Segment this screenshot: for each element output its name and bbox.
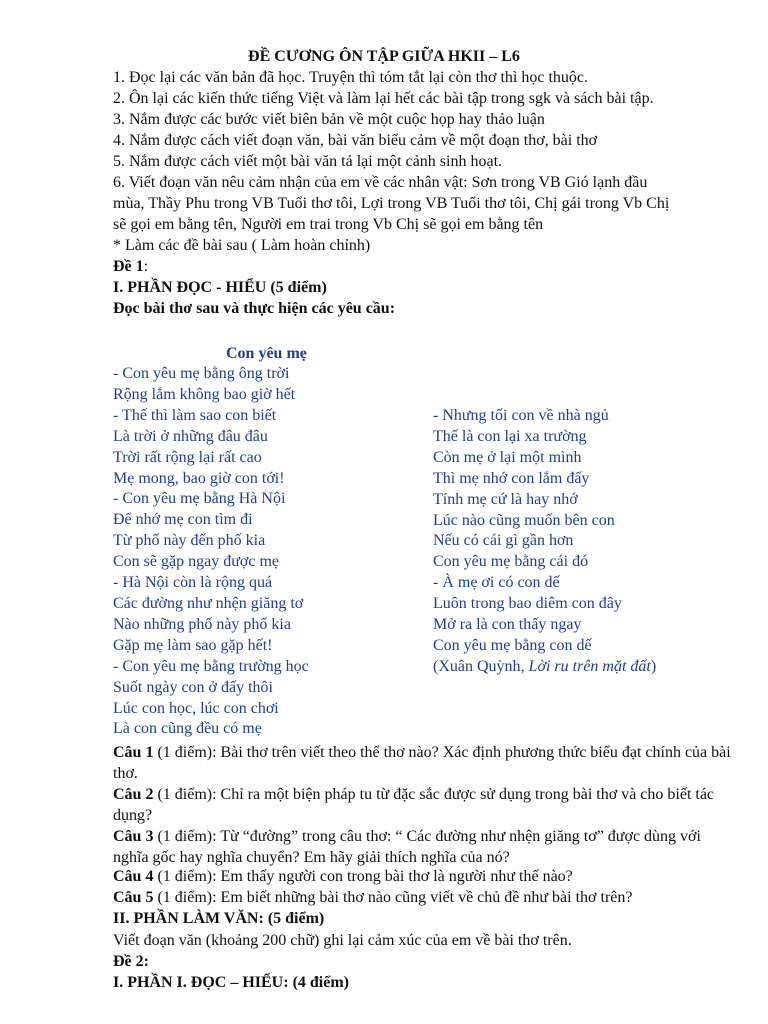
poem-right-column: [433, 406, 656, 678]
poem-line: - À mẹ ơi có con dế: [433, 574, 560, 592]
poem-line: - Hà Nội còn là rộng quá: [113, 574, 273, 592]
exam-1-label: [113, 256, 148, 277]
question-label: Câu 3: [113, 828, 154, 845]
poem-line: - Con yêu mẹ bằng Hà Nội: [113, 490, 286, 508]
outline-item-5: 5. Nắm được cách viết một bài văn tả lại một cảnh sinh hoạt.: [113, 153, 503, 170]
poem-line: Tính mẹ cứ là hay nhớ: [433, 490, 578, 508]
poem-line: - Con yêu mẹ bằng ông trời: [113, 365, 290, 382]
outline-item-1: 1. Đọc lại các văn bản đã học. Truyện thì tóm tắt lại còn thơ thì học thuộc.: [113, 69, 589, 86]
exam-1-part-2-heading: II. PHẦN LÀM VĂN: (5 điểm): [113, 910, 325, 927]
poem-line: Mở ra là con thấy ngay: [433, 616, 582, 634]
question-5: [113, 887, 738, 908]
outline-item-4: 4. Nắm được cách viết đoạn văn, bài văn biểu cảm về một đoạn thơ, bài thơ: [113, 132, 598, 149]
poem-title: Con yêu mẹ: [226, 345, 307, 362]
question-text: (1 điểm): Em biết những bài thơ nào cũng viết về chủ đề như bài thơ trên?: [153, 889, 633, 906]
question-text: (1 điểm): Từ “đường” trong câu thơ: “ Các đường như nhện giăng tơ” được dùng với nghĩa gốc hay nghĩa chuyển? Em hãy giải thích nghĩa của nó?: [113, 828, 701, 866]
poem-line: - Thế thì làm sao con biết: [113, 406, 277, 424]
poem-line: Từ phố này đến phố kia: [113, 532, 266, 550]
question-text: (1 điểm): Bài thơ trên viết theo thể thơ nào? Xác định phương thức biểu đạt chính của bài thơ.: [113, 744, 731, 782]
poem-line: Là con cũng đều có mẹ: [113, 720, 262, 738]
exam-1-instruction: Đọc bài thơ sau và thực hiện các yêu cầu:: [113, 300, 396, 317]
exam-2-label: Đề 2:: [113, 953, 149, 970]
poem-line: Còn mẹ ở lại một mình: [433, 448, 582, 466]
poem-line: Thì mẹ nhớ con lắm đấy: [433, 469, 590, 487]
question-label: Câu 4: [113, 868, 154, 885]
poem-line: Để nhớ mẹ con tìm đi: [113, 511, 253, 529]
poem-line: Con yêu mẹ bằng cái đó: [433, 553, 589, 571]
poem-line: Rộng lắm không bao giờ hết: [113, 385, 296, 403]
poem-line: Nếu có cái gì gần hơn: [433, 532, 574, 550]
outline-item-6-line-1: 6. Viết đoạn văn nêu cảm nhận của em về các nhân vật: Sơn trong VB Gió lạnh đầu: [113, 174, 648, 191]
exam-1-part-1-heading: I. PHẦN ĐỌC - HIỂU (5 điểm): [113, 279, 327, 296]
poem-line: Suốt ngày con ở đấy thôi: [113, 678, 273, 696]
question-label: Câu 5: [113, 889, 154, 906]
question-text: (1 điểm): Em thấy người con trong bài thơ là người như thế nào?: [153, 868, 573, 885]
exam-1-label-colon: :: [143, 258, 149, 275]
poem-line: Con sẽ gặp ngay được mẹ: [113, 553, 279, 571]
poem-line: Lúc nào cũng muốn bên con: [433, 511, 615, 529]
question-3: [113, 826, 738, 868]
poem-line: - Con yêu mẹ bằng trường học: [113, 657, 309, 675]
poem-line: Nào những phố này phố kia: [113, 615, 291, 633]
exam-2-part-1-heading: I. PHẦN I. ĐỌC – HIỂU: (4 điểm): [113, 974, 349, 991]
outline-item-6-line-2: mùa, Thầy Phu trong VB Tuổi thơ tôi, Lợi trong VB Tuổi thơ tôi, Chị gái trong Vb Chị: [113, 195, 670, 212]
poem-line: Trời rất rộng lại rất cao: [113, 448, 262, 466]
question-1: [113, 742, 738, 784]
exam-1-part-2-task: Viết đoạn văn (khoảng 200 chữ) ghi lại cảm xúc của em về bài thơ trên.: [113, 932, 572, 949]
poem-line: Con yêu mẹ bằng con dế: [433, 636, 592, 654]
outline-item-2: 2. Ôn lại các kiến thức tiếng Việt và làm lại hết các bài tập trong sgk và sách bài tập.: [113, 90, 654, 107]
document-title: ĐỀ CƯƠNG ÔN TẬP GIỮA HKII – L6: [248, 48, 520, 65]
poem-line: Các đường như nhện giăng tơ: [113, 594, 304, 612]
poem-line: Mẹ mong, bao giờ con tới!: [113, 469, 285, 487]
outline-note: * Làm các đề bài sau ( Làm hoàn chỉnh): [113, 237, 371, 254]
question-label: Câu 2: [113, 786, 154, 803]
poem-source-author: (Xuân Quỳnh,: [433, 657, 529, 675]
poem-source: [433, 657, 656, 678]
question-text: (1 điểm): Chỉ ra một biện pháp tu từ đặc sắc được sử dụng trong bài thơ và cho biết tác dụng?: [113, 786, 715, 824]
outline-item-3: 3. Nắm được các bước viết biên bản về một cuộc họp hay thảo luận: [113, 111, 545, 128]
poem-line: Lúc con học, lúc con chơi: [113, 699, 279, 717]
question-4: [113, 866, 738, 887]
poem-source-end: ): [650, 657, 657, 675]
outline-item-6-line-3: sẽ gọi em bằng tên, Người em trai trong Vb Chị sẽ gọi em bằng tên: [113, 216, 544, 233]
exam-1-label-text: Đề 1: [113, 258, 144, 275]
question-2: [113, 784, 738, 826]
poem-source-work: Lời ru trên mặt đất: [528, 657, 651, 675]
poem-line: Gặp mẹ làm sao gặp hết!: [113, 636, 273, 654]
poem-line: Là trời ở những đâu đâu: [113, 427, 268, 445]
poem-line: - Nhưng tối con về nhà ngủ: [433, 407, 609, 424]
poem-line: Thế là con lại xa trường: [433, 427, 587, 445]
question-label: Câu 1: [113, 744, 154, 761]
poem-left-column: [113, 364, 309, 740]
poem-line: Luôn trong bao diêm con đây: [433, 595, 622, 613]
